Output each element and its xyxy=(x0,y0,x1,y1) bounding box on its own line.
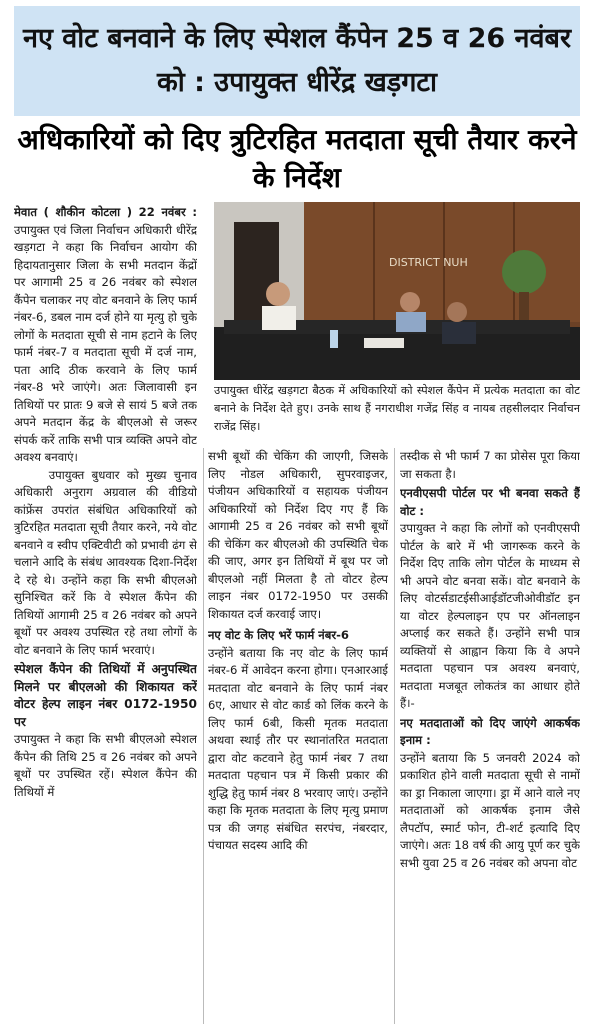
column3-subheading-2: नए मतदाताओं को दिए जाएंगे आकर्षक इनाम : xyxy=(400,715,580,747)
article-column-3 xyxy=(400,448,580,1024)
photo-caption: उपायुक्त धीरेंद्र खड़गटा बैठक में अधिकारियों को स्पेशल कैंपेन में प्रत्येक मतदाता का वोट बनाने के निर्देश देते हुए। उनके साथ हैं नगराधीश गजेंद्र सिंह व नायब तहसीलदार निर्वाचन राजेंद्र सिंह। xyxy=(214,384,580,433)
wall-text: DISTRICT NUH xyxy=(389,256,468,269)
column1-paragraph-3: उपायुक्त ने कहा कि सभी बीएलओ स्पेशल कैंपेन की तिथि 25 व 26 नवंबर को अपने बूथों पर उपस्थित रहें। स्पेशल कैंपेन की तिथियों में xyxy=(14,732,197,799)
column1-intro xyxy=(14,204,197,467)
column1-subheading: स्पेशल कैंपेन की तिथियों में अनुपस्थित मिलने पर बीएलओ की शिकायत करें वोटर हेल्प लाइन नंबर 0172-1950 पर xyxy=(14,662,197,729)
column-divider xyxy=(203,448,204,1024)
column2-subheading: नए वोट के लिए भरें फार्म नंबर-6 xyxy=(208,628,349,642)
meeting-photo-drawing xyxy=(214,202,580,380)
column1-paragraph-1: उपायुक्त एवं जिला निर्वाचन अधिकारी धीरेंद्र खड़गटा ने कहा कि निर्वाचन आयोग की हिदायतानुसार जिला के सभी मतदान केंद्रों पर आगामी 25 व 26 नवंबर को स्पेशल कैंपेन चलाकर नए वोट बनवाने के लिए फार्म नंबर-6, डबल नाम दर्ज होने या मृत्यु हो चुके लोगों के मतदाता सूची से नाम हटाने के लिए फार्म नंबर-7 व मतदाता सूची में दर्ज नाम, पता आदि ठीक करवाने के लिए फार्म नंबर-8 भरे जाएंगे। अतः जिलावासी इन तिथियों पर प्रातः 9 बजे से सायं 5 बजे तक अपने मतदान केंद्र के बीएलओ से जरूर संपर्क करें ताकि सभी पात्र व्यक्ति अपने वोट अवश्य बनवाएं। xyxy=(14,222,197,464)
column3-paragraph-1: तस्दीक से भी फार्म 7 का प्रोसेस पूरा किया जा सकता है। xyxy=(400,449,580,481)
dateline: मेवात ( शौकीन कोटला ) 22 नवंबर : xyxy=(14,205,197,219)
column3-paragraph-3: उन्होंने बताया कि 5 जनवरी 2024 को प्रकाशित होने वाली मतदाता सूची से नामों का ड्रा निकाला जाएगा। ड्रा में आने वाले नए मतदाताओं को आकर्षक इनाम जैसे लैपटॉप, स्मार्ट फोन, टी-शर्ट इत्यादि दिए जाएंगे। अतः 18 वर्ष की आयु पूर्ण कर चुके सभी युवा 25 व 26 नवंबर को अपना वोट xyxy=(400,750,580,870)
meeting-photo xyxy=(214,202,580,380)
article-column-1 xyxy=(14,204,197,1024)
column-divider xyxy=(394,448,395,1024)
column2-paragraph-1: सभी बूथों की चेकिंग की जाएगी, जिसके लिए नोडल अधिकारी, सुपरवाइजर, पंजीयन अधिकारियों व सहायक पंजीयन अधिकारियों को निर्देश दिए गए हैं कि आगामी 25 व 26 नवंबर को सभी बूथों की चेकिंग कर बीएलओ की उपस्थिति चेक की जाए, अगर इन तिथियों में बूथ पर जो बीएलओ नहीं मिलता है तो वोटर हेल्प लाइन नंबर 0172-1950 पर उसकी शिकायत दर्ज करवाई जाए। xyxy=(208,449,388,621)
article-column-2 xyxy=(208,448,388,1024)
column3-subheading-1: एनवीएसपी पोर्टल पर भी बनवा सकते हैं वोट : xyxy=(400,486,580,518)
column2-paragraph-2: उन्होंने बताया कि नए वोट के लिए फार्म नंबर-6 में आवेदन करना होगा। एनआरआई मतदाता वोट बनवाने के लिए फार्म नंबर 6ए, आधार से वोट कार्ड को लिंक करने के लिए फार्म 6बी, किसी मृतक मतदाता अथवा स्थाई तौर पर स्थानांतरित मतदाता द्वारा वोट कटवाने हेतु फार्म नंबर 7 तथा मतदाता पहचान पत्र में किसी प्रकार की शुद्धि हेतु फार्म नंबर 8 भरवाए जाएं। उन्होंने कहा कि मृतक मतदाता के लिए मृत्यु प्रमाण पत्र की जगह संबंधित सरपंच, नंबरदार, पंचायत सदस्य आदि की xyxy=(208,645,388,852)
column1-paragraph-2: उपायुक्त बुधवार को मुख्य चुनाव अधिकारी अनुराग अग्रवाल की वीडियो कांफ्रेंस उपरांत संबंधित अधिकारियों को त्रुटिरहित मतदाता सूची तैयार करने, नये वोट बनवाने व स्वीप एक्टिवीटी को प्रभावी ढंग से चलाने आदि के संबंध आवश्यक दिशा-निर्देश दे रहे थे। उन्होंने कहा कि सभी बीएलओ सुनिश्चित करें कि वे स्पेशल कैंपेन की तिथियों आगामी 25 व 26 नवंबर को अपने बूथों पर अवश्य उपस्थित रहे तथा लोगों के वोट बनवाने के लिए फार्म भरवाएं। xyxy=(14,467,197,657)
column3-paragraph-2: उपायुक्त ने कहा कि लोगों को एनवीएसपी पोर्टल के बारे में भी जागरूक करने के निर्देश दिए ताकि लोग पोर्टल के माध्यम से भी अपने वोट बनवा सकें। वोट बनवाने के लिए वोटर्सडाटईसीआईडॉटजीओवीडॉट इन या वोटर हेल्पलाइन एप पर ऑनलाइन अप्लाई कर सकते हैं। उन्होंने सभी पात्र व्यक्तियों से आह्वान किया कि वे अपने मतदाता पहचान पत्र अवश्य बनवाएं, मतदाता मजबूत लोकतंत्र का आधार होते हैं।- xyxy=(400,521,580,710)
main-headline: नए वोट बनवाने के लिए स्पेशल कैंपेन 25 व 26 नवंबर को : उपायुक्त धीरेंद्र खड़गटा xyxy=(14,6,580,116)
sub-headline: अधिकारियों को दिए त्रुटिरहित मतदाता सूची तैयार करने के निर्देश xyxy=(17,123,577,194)
